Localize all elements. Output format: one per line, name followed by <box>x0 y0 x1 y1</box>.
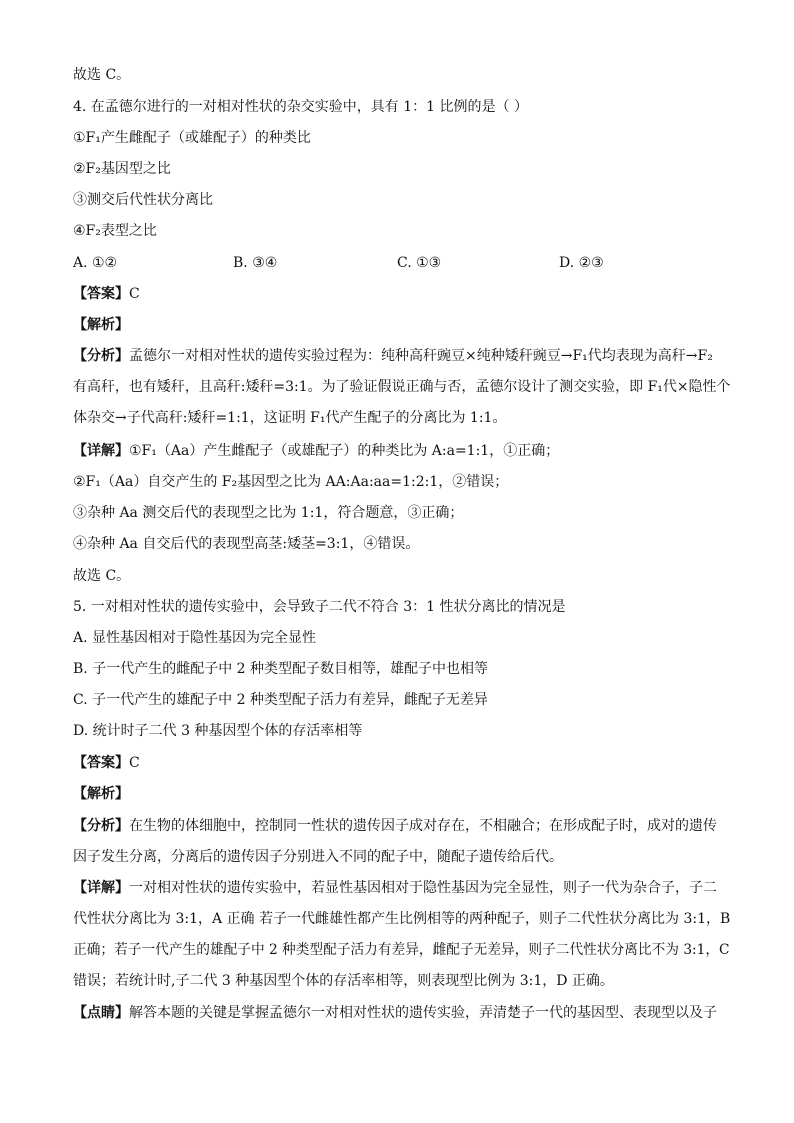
analysis-heading <box>73 315 129 335</box>
xiangjie-line-1 <box>73 441 559 461</box>
xiangjie-line-4: 错误；若统计时,子二代 3 种基因型个体的存活率相等，则表现型比例为 3:1，D 正确。 <box>73 973 614 989</box>
xiangjie-text: 一对相对性状的遗传实验中，若显性基因相对于隐性基因为完全显性，则子一代为杂合子，子二 <box>129 880 717 896</box>
dianjing-tag: 【点睛】 <box>73 1005 129 1021</box>
xiangjie-tag: 【详解】 <box>73 443 129 459</box>
analysis-tag: 【解析】 <box>73 317 129 333</box>
question-4-item-1: ①F₁产生雌配子（或雄配子）的种类比 <box>73 130 311 146</box>
question-5-stem: 5. 一对相对性状的遗传实验中，会导致子二代不符合 3：1 性状分离比的情况是 <box>73 599 566 615</box>
conclusion-line: 故选 C。 <box>73 568 131 584</box>
question-4-stem: 4. 在孟德尔进行的一对相对性状的杂交实验中，具有 1：1 比例的是（ ） <box>73 99 528 115</box>
fenxi-tag: 【分析】 <box>73 348 129 364</box>
question-5-option-a: A. 显性基因相对于隐性基因为完全显性 <box>73 630 317 646</box>
fenxi-line-1 <box>73 346 713 366</box>
answer-line <box>73 284 140 304</box>
answer-line <box>73 753 140 773</box>
xiangjie-line-3: 正确；若子一代产生的雄配子中 2 种类型配子活力有差异，雌配子无差异，则子二代性状分离比不为 3:1，C <box>73 942 730 958</box>
dianjing-text: 解答本题的关键是掌握孟德尔一对相对性状的遗传实验，弄清楚子一代的基因型、表现型以及子 <box>129 1005 717 1021</box>
dianjing-line-1 <box>73 1003 717 1023</box>
question-4-item-4: ④F₂表型之比 <box>73 223 157 239</box>
question-5-option-c: C. 子一代产生的雄配子中 2 种类型配子活力有差异，雌配子无差异 <box>73 692 488 708</box>
xiangjie-line-3: ③杂种 Aa 测交后代的表现型之比为 1:1，符合题意，③正确； <box>73 505 464 521</box>
analysis-tag: 【解析】 <box>73 786 129 802</box>
option-c: C. ①③ <box>397 255 442 271</box>
answer-tag: 【答案】 <box>73 755 129 771</box>
xiangjie-text: ①F₁（Aa）产生雌配子（或雄配子）的种类比为 A:a=1:1，①正确； <box>129 443 560 459</box>
xiangjie-line-2: ②F₁（Aa）自交产生的 F₂基因型之比为 AA:Aa:aa=1:2:1，②错误； <box>73 474 509 490</box>
fenxi-text: 孟德尔一对相对性状的遗传实验过程为：纯种高秆豌豆×纯种矮秆豌豆→F₁代均表现为高秆→F₂ <box>129 348 713 364</box>
fenxi-line-2: 有高秆，也有矮秆，且高秆:矮秆=3:1。为了验证假说正确与否，孟德尔设计了测交实验，即 F₁代×隐性个 <box>73 379 731 395</box>
option-a: A. ①② <box>73 255 118 271</box>
answer-value: C <box>129 755 140 771</box>
xiangjie-line-4: ④杂种 Aa 自交后代的表现型高茎:矮茎=3:1，④错误。 <box>73 536 420 552</box>
answer-tag: 【答案】 <box>73 286 129 302</box>
question-5-option-d: D. 统计时子二代 3 种基因型个体的存活率相等 <box>73 723 363 739</box>
fenxi-line-3: 体杂交→子代高秆:矮秆=1:1，这证明 F₁代产生配子的分离比为 1:1。 <box>73 410 507 426</box>
question-4-item-3: ③测交后代性状分离比 <box>73 192 213 208</box>
xiangjie-line-1 <box>73 878 717 898</box>
answer-value: C <box>129 286 140 302</box>
fenxi-line-1 <box>73 816 717 836</box>
fenxi-tag: 【分析】 <box>73 818 129 834</box>
analysis-heading <box>73 784 129 804</box>
xiangjie-tag: 【详解】 <box>73 880 129 896</box>
question-4-item-2: ②F₂基因型之比 <box>73 161 171 177</box>
fenxi-text: 在生物的体细胞中，控制同一性状的遗传因子成对存在，不相融合；在形成配子时，成对的遗传 <box>129 818 717 834</box>
text-line: 故选 C。 <box>73 67 131 83</box>
fenxi-line-2: 因子发生分离，分离后的遗传因子分别进入不同的配子中，随配子遗传给后代。 <box>73 849 563 865</box>
option-d: D. ②③ <box>559 255 604 271</box>
question-5-option-b: B. 子一代产生的雌配子中 2 种类型配子数目相等，雄配子中也相等 <box>73 661 488 677</box>
option-b: B. ③④ <box>233 255 278 271</box>
xiangjie-line-2: 代性状分离比为 3:1，A 正确 若子一代雌雄性都产生比例相等的两种配子，则子二代性状分离比为 3:1，B <box>73 911 731 927</box>
